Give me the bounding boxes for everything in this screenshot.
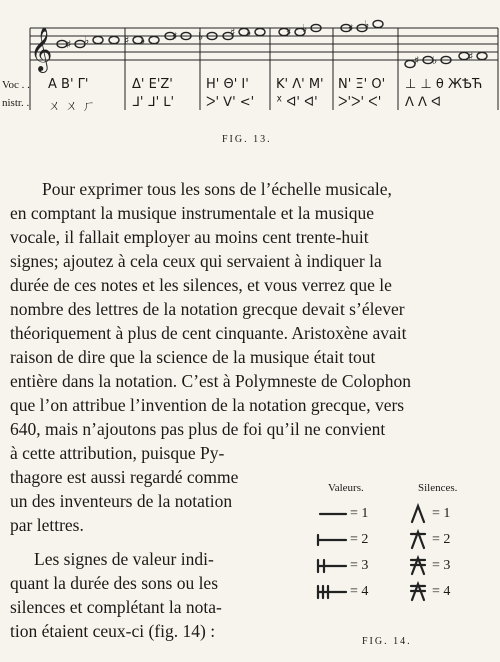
fig14-silence-mark-3: = 3 [432, 558, 451, 573]
accidental-glyph: ♯ [230, 26, 236, 39]
fig13-vocal-group-4: K' Λ' M' [276, 77, 324, 92]
note-head [93, 36, 103, 43]
text-line-8: raison de dire que la science de la musique était tout [10, 347, 376, 367]
fig13-instr-group-1: ㄨ ㄨ ㄏ [48, 99, 96, 114]
text-para2-line-4: tion étaient ceux-ci (fig. 14) : [10, 621, 216, 641]
text-wrap-line-2: thagore est aussi regardé comme [10, 467, 239, 487]
fig13-row-label-instr: nistr. . [2, 97, 30, 109]
text-line-9: entière dans la notation. C’est à Polymneste de Colophon [10, 371, 411, 391]
text-line-2: en comptant la musique instrumentale et la musique [10, 203, 375, 223]
text-para2-line-1: Les signes de valeur indi- [34, 549, 214, 569]
accidental-glyph: ♭ [302, 22, 308, 35]
note-head [255, 28, 265, 35]
fig14-silence-mark-4: = 4 [432, 584, 451, 599]
accidental-glyph: ♭ [246, 26, 252, 39]
fig13-vocal-group-2: Δ' E'Z' [132, 77, 173, 92]
fig13-instr-group-2: ᒧ' ᒧ' ᒪ' [132, 95, 175, 110]
text-wrap-line-1: à cette attribution, puisque Py- [10, 443, 225, 463]
fig14-caption: FIG. 14. [362, 636, 412, 647]
note-head [149, 36, 159, 43]
text-wrap-line-3: un des inventeurs de la notation [10, 491, 233, 511]
text-line-3: vocale, il fallait employer au moins cent trente-huit [10, 227, 369, 247]
accidental-glyph: ♯ [66, 38, 72, 51]
text-line-11: 640, mais n’ajoutons pas plus de foi qu’il ne convient [10, 419, 386, 439]
fig14-symbols [300, 500, 500, 620]
text-line-10: que l’on attribue l’invention de la notation grecque, vers [10, 395, 405, 415]
fig14-silence-mark-1: = 1 [432, 506, 451, 521]
text-line-6: nombre des lettres de la notation grecque devait s’élever [10, 299, 405, 319]
accidental-glyph: ♯ [172, 30, 178, 43]
text-line-1: Pour exprimer tous les sons de l’échelle musicale, [42, 179, 392, 199]
accidental-glyph: ♭ [84, 34, 90, 47]
note-head [109, 36, 119, 43]
fig14-value-mark-3: = 3 [350, 558, 369, 573]
text-line-4: signes; ajoutez à cela ceux qui servaient à indiquer la [10, 251, 382, 271]
fig13-caption: FIG. 13. [222, 134, 272, 145]
fig13-row-label-vocal: Voc . . [2, 79, 30, 91]
fig14-value-mark-1: = 1 [350, 506, 369, 521]
note-head [477, 52, 487, 59]
fig14-header-values: Valeurs. [328, 482, 364, 494]
accidental-glyph: ♯ [124, 34, 130, 47]
fig13-vocal-group-3: H' Θ' I' [206, 77, 249, 92]
fig13-vocal-group-5: N' Ξ' O' [338, 77, 386, 92]
accidental-glyph: ♭ [198, 30, 204, 43]
fig13-vocal-group-6: ⊥ ⊥ θ ЖѢЋ [405, 77, 483, 92]
accidental-glyph: ♯ [348, 22, 354, 35]
fig14-header-silences: Silences. [418, 482, 458, 494]
text-line-5: durée de ces notes et les silences, et vous verrez que le [10, 275, 392, 295]
svg-text:𝄞: 𝄞 [30, 27, 53, 71]
text-wrap-line-4: par lettres. [10, 515, 84, 535]
accidental-glyph: ♭ [364, 18, 370, 31]
accidental-glyph: ♯ [468, 50, 474, 63]
accidental-glyph: ♭ [432, 54, 438, 67]
text-line-7: théoriquement à plus de cent cinquante. Aristoxène avait [10, 323, 407, 343]
accidental-glyph: ♭ [140, 34, 146, 47]
accidental-glyph: ♯ [414, 54, 420, 67]
fig14-value-mark-4: = 4 [350, 584, 369, 599]
fig13-vocal-group-1: A B' Γ' [48, 77, 89, 92]
text-para2-line-2: quant la durée des sons ou les [10, 573, 219, 593]
accidental-glyph: ♯ [286, 26, 292, 39]
fig13-instr-group-6: ᐱ ᐱ ᐊ [405, 95, 442, 110]
fig13-instr-group-4: ᕽ ᐊ' ᐊ' [276, 95, 318, 110]
fig13-instr-group-3: ᐳ' ᐯ' <' [206, 95, 255, 110]
text-para2-line-3: silences et complétant la nota- [10, 597, 222, 617]
fig14-value-mark-2: = 2 [350, 532, 369, 547]
note-head [373, 20, 383, 27]
fig14-silence-mark-2: = 2 [432, 532, 451, 547]
fig13-instr-group-5: ᐳ'ᐳ' ᐸ' [338, 95, 382, 110]
